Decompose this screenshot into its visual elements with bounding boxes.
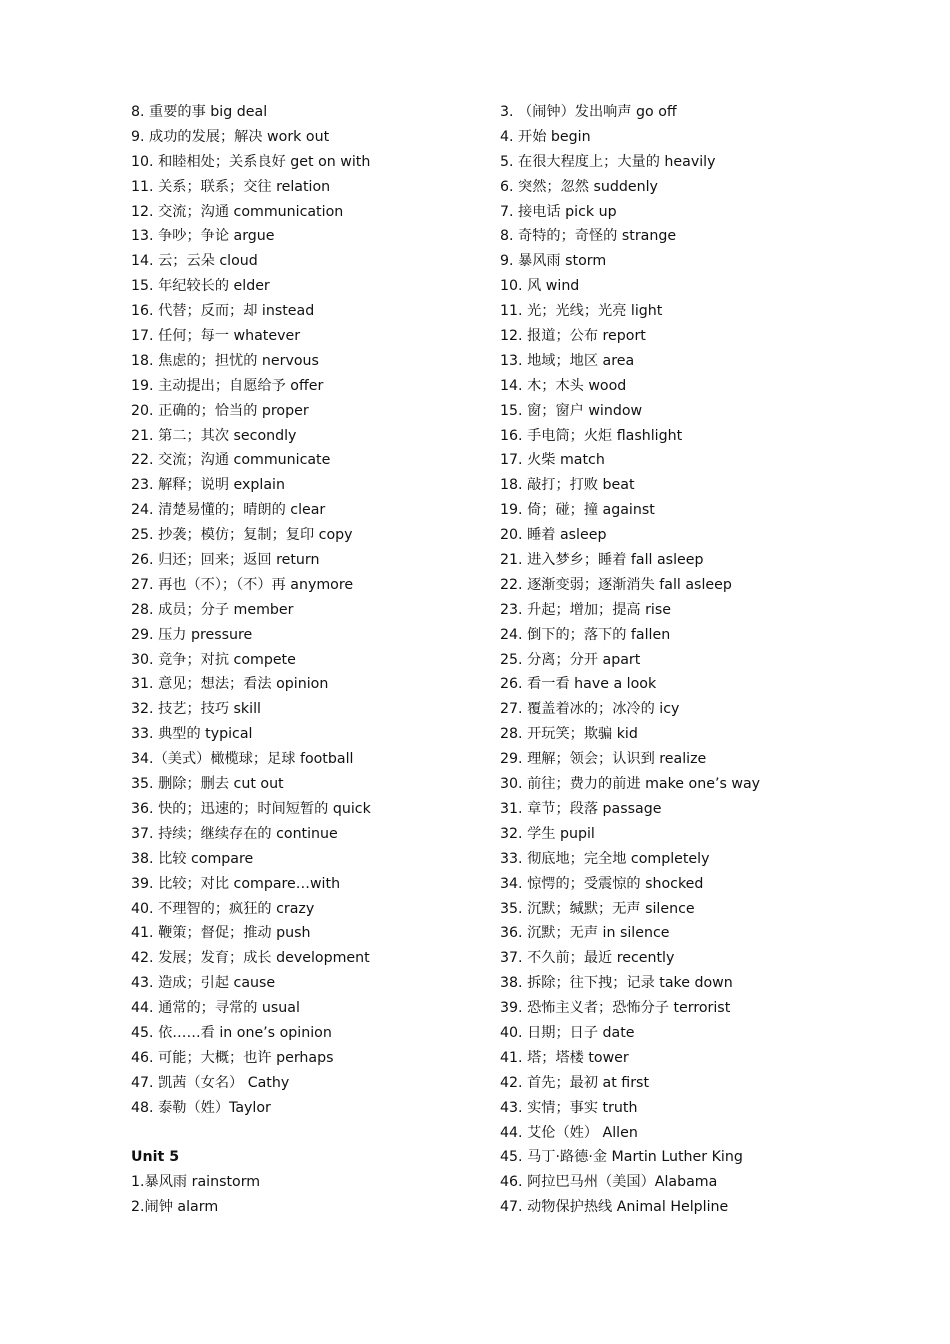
vocab-item: 30. 竞争；对抗 compete [131, 651, 296, 668]
vocab-item: 26. 看一看 have a look [500, 676, 657, 693]
vocab-item: 13. 地域；地区 area [500, 352, 635, 369]
vocab-item: 12. 报道；公布 report [500, 328, 646, 345]
vocab-item: 45. 依……看 in one’s opinion [131, 1024, 332, 1041]
vocab-item: 18. 敲打；打败 beat [500, 477, 635, 494]
vocab-item: 2.闹钟 alarm [131, 1199, 219, 1216]
section-spacer [131, 1121, 476, 1146]
vocab-item: 16. 手电筒；火炬 flashlight [500, 427, 683, 444]
vocab-item: 21. 第二；其次 secondly [131, 427, 297, 444]
vocab-item: 44. 通常的；寻常的 usual [131, 1000, 300, 1017]
vocab-item: 37. 持续；继续存在的 continue [131, 825, 338, 842]
vocab-item: 39. 比较；对比 compare…with [131, 875, 341, 892]
vocab-item: 5. 在很大程度上；大量的 heavily [500, 153, 716, 170]
vocab-item: 1.暴风雨 rainstorm [131, 1174, 261, 1191]
vocab-item: 26. 归还；回来；返回 return [131, 552, 320, 569]
vocab-item: 31. 章节；段落 passage [500, 800, 662, 817]
vocab-item: 47. 动物保护热线 Animal Helpline [500, 1199, 729, 1216]
vocab-item: 15. 年纪较长的 elder [131, 278, 270, 295]
vocab-item: 30. 前往；费力的前进 make one’s way [500, 776, 761, 793]
vocab-item: 43. 造成；引起 cause [131, 975, 276, 992]
vocab-item: 23. 解释；说明 explain [131, 477, 285, 494]
vocab-item: 35. 沉默；缄默；无声 silence [500, 900, 695, 917]
vocab-item: 25. 抄袭；模仿；复制；复印 copy [131, 527, 353, 544]
vocab-item: 37. 不久前；最近 recently [500, 950, 675, 967]
vocab-item: 14. 云；云朵 cloud [131, 253, 258, 270]
vocab-item: 11. 关系；联系；交往 relation [131, 178, 331, 195]
vocab-item: 34.（美式）橄榄球；足球 football [131, 751, 354, 768]
vocab-item: 32. 学生 pupil [500, 825, 595, 842]
vocab-item: 35. 删除；删去 cut out [131, 776, 284, 793]
vocab-item: 20. 睡着 asleep [500, 527, 607, 544]
vocab-item: 27. 覆盖着冰的；冰冷的 icy [500, 701, 680, 718]
vocab-item: 38. 比较 compare [131, 850, 254, 867]
vocab-item: 20. 正确的；恰当的 proper [131, 402, 309, 419]
vocab-item: 42. 发展；发育；成长 development [131, 950, 370, 967]
vocab-item: 29. 理解；领会；认识到 realize [500, 751, 707, 768]
vocab-item: 4. 开始 begin [500, 128, 591, 145]
vocab-item: 12. 交流；沟通 communication [131, 203, 344, 220]
vocab-item: 11. 光；光线；光亮 light [500, 303, 663, 320]
vocab-item: 36. 快的；迅速的；时间短暂的 quick [131, 800, 371, 817]
vocab-item: 13. 争吵；争论 argue [131, 228, 275, 245]
vocab-item: 19. 倚；碰；撞 against [500, 502, 655, 519]
vocab-item: 43. 实情；事实 truth [500, 1099, 638, 1116]
vocab-item: 8. 奇特的；奇怪的 strange [500, 228, 677, 245]
vocab-item: 39. 恐怖主义者；恐怖分子 terrorist [500, 1000, 731, 1017]
vocab-item: 8. 重要的事 big deal [131, 104, 268, 120]
unit-heading: Unit 5 [131, 1149, 180, 1166]
vocab-item: 31. 意见；想法；看法 opinion [131, 676, 329, 693]
left-column [131, 100, 476, 1220]
vocab-item: 46. 可能；大概；也许 perhaps [131, 1049, 334, 1066]
vocab-item: 48. 泰勒（姓）Taylor [131, 1099, 271, 1116]
vocab-item: 33. 彻底地；完全地 completely [500, 850, 710, 867]
vocab-item: 17. 任何；每一 whatever [131, 328, 301, 345]
vocab-item: 28. 开玩笑；欺骗 kid [500, 726, 638, 743]
right-column [500, 100, 800, 1220]
vocab-item: 9. 成功的发展；解决 work out [131, 128, 330, 145]
vocab-item: 17. 火柴 match [500, 452, 605, 469]
vocab-item: 42. 首先；最初 at first [500, 1074, 650, 1091]
vocab-item: 3. （闹钟）发出响声 go off [500, 104, 677, 120]
vocab-item: 28. 成员；分子 member [131, 601, 294, 618]
vocab-item: 40. 不理智的；疯狂的 crazy [131, 900, 315, 917]
vocab-item: 44. 艾伦（姓） Allen [500, 1124, 638, 1141]
vocab-item: 22. 交流；沟通 communicate [131, 452, 331, 469]
vocab-item: 14. 木；木头 wood [500, 377, 627, 394]
vocab-item: 34. 惊愕的；受震惊的 shocked [500, 875, 704, 892]
vocab-item: 21. 进入梦乡；睡着 fall asleep [500, 552, 704, 569]
vocab-item: 25. 分离；分开 apart [500, 651, 641, 668]
vocab-item: 23. 升起；增加；提高 rise [500, 601, 671, 618]
vocab-item: 47. 凯茜（女名） Cathy [131, 1074, 290, 1091]
vocab-item: 22. 逐渐变弱；逐渐消失 fall asleep [500, 576, 732, 593]
vocab-item: 9. 暴风雨 storm [500, 253, 607, 270]
vocab-item: 10. 和睦相处；关系良好 get on with [131, 153, 371, 170]
vocab-item: 46. 阿拉巴马州（美国）Alabama [500, 1174, 718, 1191]
vocab-item: 19. 主动提出；自愿给予 offer [131, 377, 324, 394]
vocab-item: 24. 清楚易懂的；晴朗的 clear [131, 502, 326, 519]
vocab-item: 36. 沉默；无声 in silence [500, 925, 670, 942]
vocab-item: 45. 马丁·路德·金 Martin Luther King [500, 1149, 743, 1166]
vocab-item: 6. 突然；忽然 suddenly [500, 178, 658, 195]
vocab-item: 29. 压力 pressure [131, 626, 253, 643]
vocab-item: 41. 塔；塔楼 tower [500, 1049, 629, 1066]
vocab-item: 18. 焦虑的；担忧的 nervous [131, 352, 319, 369]
vocab-item: 10. 风 wind [500, 278, 580, 295]
vocab-item: 7. 接电话 pick up [500, 203, 617, 220]
vocab-item: 38. 拆除；往下拽；记录 take down [500, 975, 733, 992]
vocab-item: 41. 鞭策；督促；推动 push [131, 925, 311, 942]
vocab-item: 15. 窗；窗户 window [500, 402, 643, 419]
vocab-item: 40. 日期；日子 date [500, 1024, 635, 1041]
vocab-item: 33. 典型的 typical [131, 726, 253, 743]
vocab-item: 16. 代替；反而；却 instead [131, 303, 315, 320]
vocab-item: 24. 倒下的；落下的 fallen [500, 626, 671, 643]
vocab-item: 27. 再也（不）；（不）再 anymore [131, 576, 354, 593]
vocab-item: 32. 技艺；技巧 skill [131, 701, 261, 718]
